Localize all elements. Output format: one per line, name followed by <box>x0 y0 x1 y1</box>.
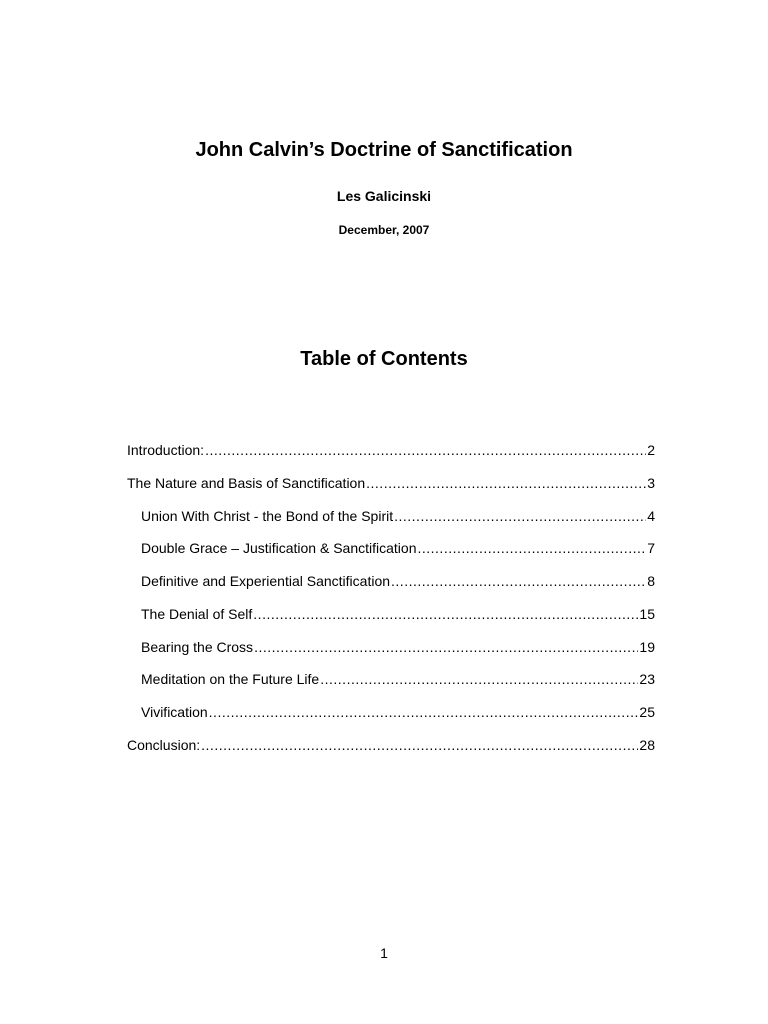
document-title: John Calvin’s Doctrine of Sanctification <box>195 139 573 161</box>
toc-heading: Table of Contents <box>300 348 468 370</box>
toc-dot-leader <box>417 538 646 558</box>
toc-entry-label[interactable]: Bearing the Cross <box>141 638 254 655</box>
toc-entry[interactable] <box>127 637 655 670</box>
toc-dot-leader <box>394 506 646 526</box>
toc-dot-leader <box>391 571 646 591</box>
toc-entry[interactable] <box>127 506 655 539</box>
toc-entry-label[interactable]: Meditation on the Future Life <box>141 671 320 688</box>
toc-entry-label[interactable]: Definitive and Experiential Sanctification <box>141 573 391 589</box>
toc-entry[interactable] <box>127 604 655 637</box>
toc-entry[interactable] <box>127 735 655 768</box>
toc-dot-leader <box>201 735 638 755</box>
toc-entry-page[interactable]: 23 <box>639 671 655 688</box>
toc-entry[interactable] <box>127 669 655 702</box>
table-of-contents <box>127 440 655 768</box>
document-author: Les Galicinski <box>336 188 432 204</box>
toc-entry-label[interactable]: Vivification <box>141 704 208 720</box>
toc-dot-leader <box>254 637 638 657</box>
toc-entry-label[interactable]: Double Grace – Justification & Sanctification <box>141 540 417 557</box>
toc-entry-label[interactable]: Union With Christ - the Bond of the Spirit <box>141 507 394 524</box>
toc-entry-page[interactable]: 19 <box>639 638 655 655</box>
toc-entry-page[interactable]: 15 <box>639 605 655 622</box>
toc-entry[interactable] <box>127 571 655 604</box>
toc-dot-leader <box>205 440 646 460</box>
toc-entry-label[interactable]: The Nature and Basis of Sanctification <box>127 474 366 491</box>
toc-entry-page[interactable]: 7 <box>647 540 655 557</box>
document-date: December, 2007 <box>338 223 430 237</box>
toc-entry[interactable] <box>127 473 655 506</box>
toc-entry-page[interactable]: 28 <box>639 736 655 753</box>
toc-entry-page[interactable]: 3 <box>647 474 655 491</box>
toc-entry-label[interactable]: Introduction: <box>127 442 205 458</box>
toc-entry-label[interactable]: The Denial of Self <box>141 605 253 622</box>
toc-dot-leader <box>320 669 638 689</box>
page-number: 1 <box>380 945 388 961</box>
toc-dot-leader <box>366 473 646 493</box>
toc-dot-leader <box>253 604 638 624</box>
toc-dot-leader <box>209 702 639 722</box>
toc-entry-label[interactable]: Conclusion: <box>127 736 201 753</box>
toc-entry-page[interactable]: 2 <box>647 442 655 458</box>
toc-entry-page[interactable]: 8 <box>647 573 655 589</box>
toc-entry-page[interactable]: 25 <box>639 704 655 720</box>
toc-entry-page[interactable]: 4 <box>647 507 655 524</box>
toc-entry[interactable] <box>127 702 655 735</box>
toc-entry[interactable] <box>127 440 655 473</box>
toc-entry[interactable] <box>127 538 655 571</box>
